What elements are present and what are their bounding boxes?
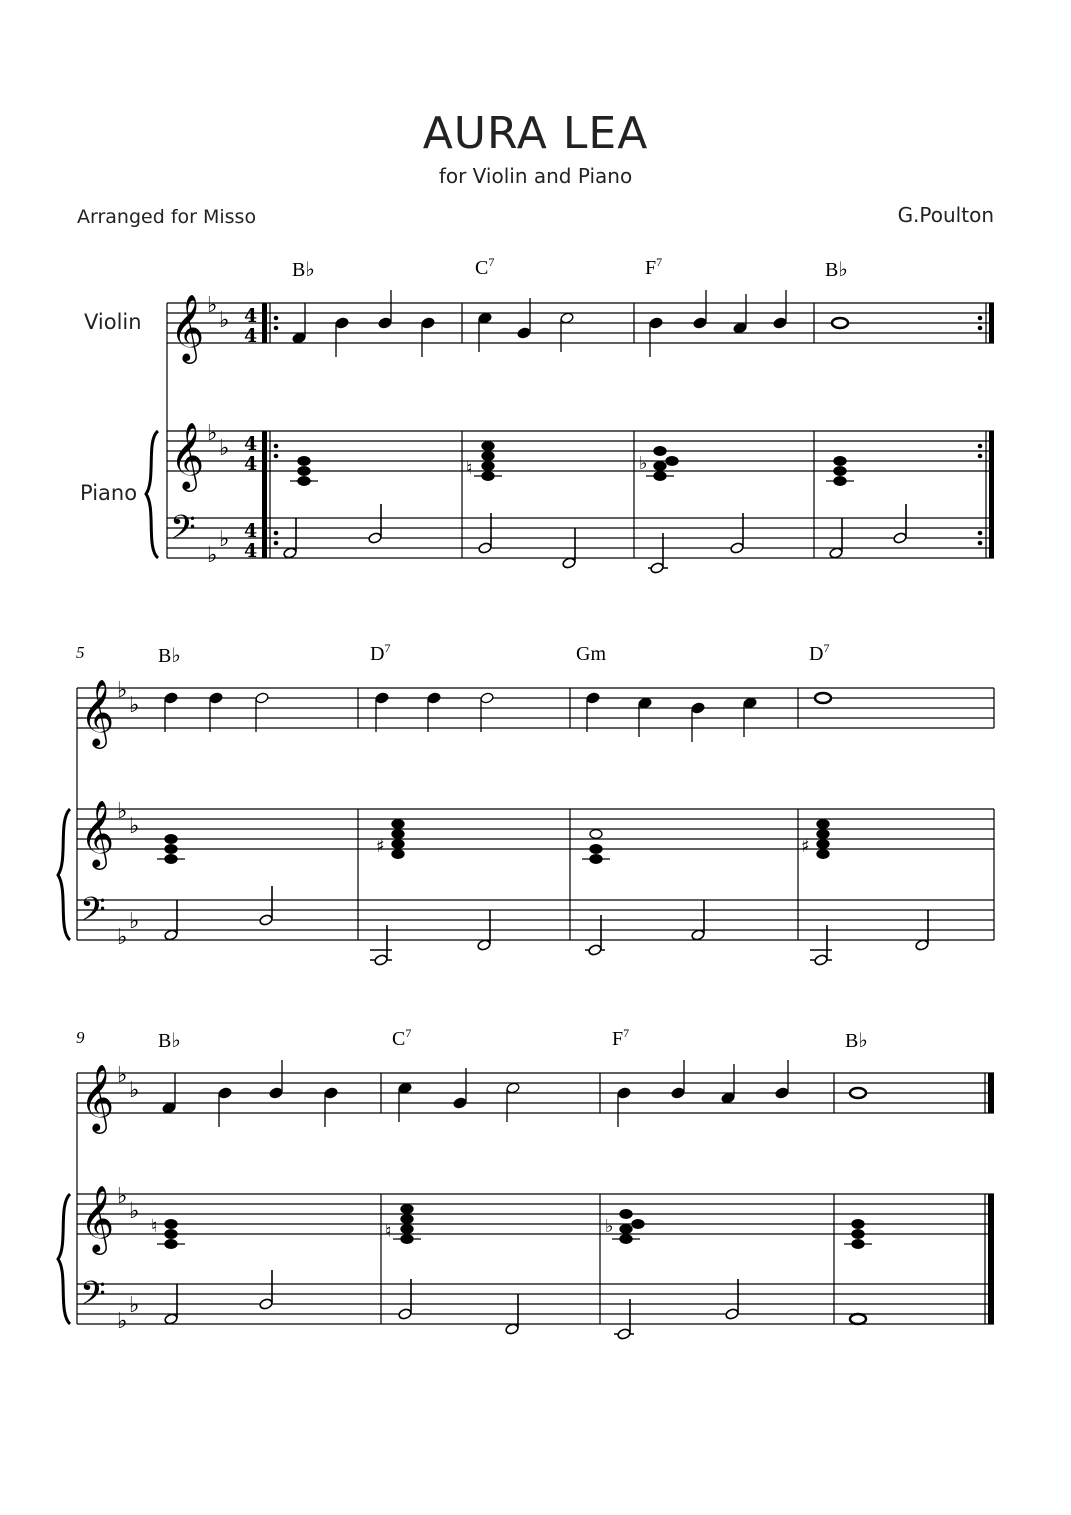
bass-clef-icon: 𝄢 — [170, 509, 196, 555]
page-title: AURA LEA — [422, 108, 649, 159]
treble-clef-icon: 𝄞 — [80, 799, 115, 867]
flat-icon: ♭ — [207, 421, 218, 446]
chord-symbol: $C^7$ — [392, 1026, 412, 1050]
chord-symbol: $D^7$ — [370, 641, 391, 665]
svg-text:4: 4 — [244, 433, 258, 455]
chord-symbol: $F^7$ — [612, 1026, 630, 1050]
flat-icon: ♭ — [117, 1309, 128, 1334]
piano-treble-staff — [167, 431, 994, 471]
flat-icon: ♭ — [605, 1216, 614, 1237]
chord-symbol: Gm — [576, 643, 606, 665]
svg-text:4: 4 — [244, 520, 258, 542]
chord-symbol: $F^7$ — [645, 255, 663, 279]
sharp-icon: ♯ — [801, 836, 810, 857]
svg-text:4: 4 — [244, 453, 258, 475]
system-1 — [146, 303, 994, 558]
flat-icon: ♭ — [129, 1078, 140, 1103]
chord-symbol: B♭ — [825, 259, 848, 281]
measure-number: 9 — [76, 1028, 85, 1047]
natural-icon: ♮ — [385, 1221, 392, 1242]
piano-chords-1 — [290, 442, 854, 486]
treble-clef-icon: 𝄞 — [80, 1184, 115, 1252]
measure-number: 5 — [76, 643, 85, 662]
flat-icon: ♭ — [639, 453, 648, 474]
chord-symbol: B♭ — [292, 259, 315, 281]
natural-icon: ♮ — [466, 458, 473, 479]
piano-chords-3 — [157, 1205, 872, 1249]
treble-clef-icon: 𝄞 — [170, 293, 205, 361]
page-subtitle: for Violin and Piano — [438, 164, 633, 188]
system-3 — [58, 1073, 994, 1324]
piano-bass-2 — [164, 886, 929, 966]
composer-credit: G.Poulton — [897, 203, 994, 227]
flat-icon: ♭ — [219, 308, 230, 333]
piano-chords-2 — [157, 820, 829, 864]
piano-bass-3 — [164, 1270, 866, 1340]
treble-clef-icon: 𝄞 — [80, 678, 115, 746]
flat-icon: ♭ — [129, 814, 140, 839]
flat-icon: ♭ — [117, 799, 128, 824]
chord-symbol: $C^7$ — [475, 255, 495, 279]
flat-icon: ♭ — [129, 1199, 140, 1224]
arranger-credit: Arranged for Misso — [77, 206, 257, 228]
flat-icon: ♭ — [207, 543, 218, 568]
svg-text:4: 4 — [244, 540, 258, 562]
bass-clef-icon: 𝄢 — [80, 891, 106, 937]
natural-icon: ♮ — [151, 1216, 158, 1237]
flat-icon: ♭ — [129, 693, 140, 718]
violin-notes-2 — [164, 692, 831, 742]
svg-text:4: 4 — [244, 325, 258, 347]
flat-icon: ♭ — [117, 1184, 128, 1209]
sharp-icon: ♯ — [376, 836, 385, 857]
flat-icon: ♭ — [117, 925, 128, 950]
flat-icon: ♭ — [219, 527, 230, 552]
bass-clef-icon: 𝄢 — [80, 1275, 106, 1321]
violin-instrument-label: Violin — [84, 310, 142, 334]
piano-instrument-label: Piano — [80, 481, 138, 505]
flat-icon: ♭ — [207, 293, 218, 318]
svg-text:4: 4 — [244, 305, 258, 327]
flat-icon: ♭ — [219, 436, 230, 461]
flat-icon: ♭ — [129, 1293, 140, 1318]
chord-symbol: B♭ — [845, 1030, 868, 1052]
treble-clef-icon: 𝄞 — [170, 421, 205, 489]
chord-symbol: $D^7$ — [809, 641, 830, 665]
chord-symbol: B♭ — [158, 1030, 181, 1052]
treble-clef-icon: 𝄞 — [80, 1063, 115, 1131]
flat-icon: ♭ — [117, 678, 128, 703]
flat-icon: ♭ — [117, 1063, 128, 1088]
flat-icon: ♭ — [129, 909, 140, 934]
violin-staff — [167, 303, 994, 343]
chord-symbol: B♭ — [158, 645, 181, 667]
system-2 — [58, 688, 994, 940]
